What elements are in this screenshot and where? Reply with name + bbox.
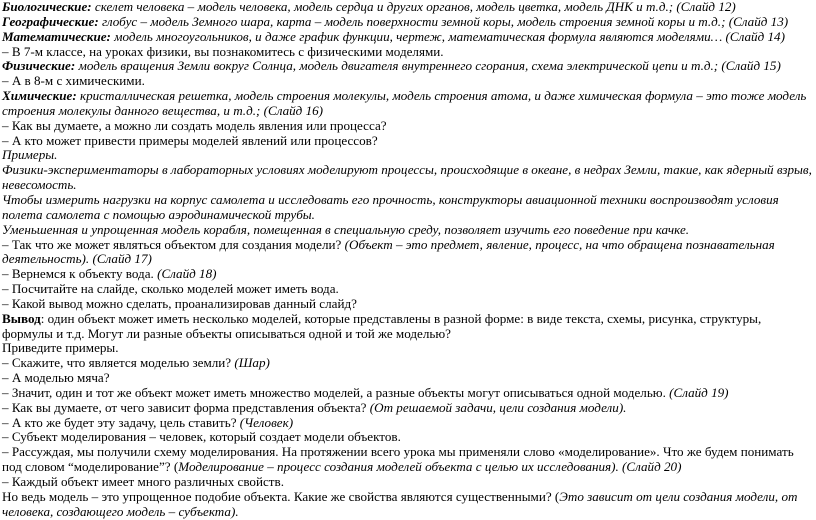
paragraph-chemistry (2, 89, 812, 119)
paragraph-text: глобус – модель Земного шара, карта – модель поверхности земной коры, модель строения земной коры и т.д.; (Слайд 13) (98, 13, 789, 29)
paragraph-text: – Скажите, что является моделью земли? (2, 355, 235, 371)
paragraph-text: Уменьшенная и упрощенная модель корабля, помещенная в специальную среду, позволяет изучить его поведение при качке. (2, 221, 690, 237)
term-label: Биологические: (2, 0, 92, 14)
paragraph-note: (Слайд 18) (157, 266, 217, 282)
paragraph-geography (2, 15, 812, 30)
paragraph-text: – А в 8-м с химическими. (2, 73, 145, 89)
paragraph (2, 163, 812, 193)
paragraph-text: – Как вы думаете, от чего зависит форма представления объекта? (2, 399, 370, 415)
paragraph (2, 475, 812, 490)
paragraph (2, 371, 812, 386)
paragraph-text: скелет человека – модель человека, модель сердца и других органов, модель цветка, модель ДНК и т.д.; (Слайд 12) (91, 0, 736, 14)
paragraph (2, 193, 812, 223)
paragraph-conclusion (2, 312, 812, 342)
paragraph-biology (2, 0, 812, 15)
term-label: Математические: (2, 28, 111, 44)
paragraph-text: – Какой вывод можно сделать, проанализировав данный слайд? (2, 295, 357, 311)
paragraph (2, 445, 812, 475)
paragraph (2, 341, 812, 356)
paragraph-text: – Вернемся к объекту вода. (2, 266, 158, 282)
paragraph-text: модель вращения Земли вокруг Солнца, модель двигателя внутреннего сгорания, схема электрической цепи и т.д.; (Слайд 15) (75, 58, 781, 74)
paragraph-text: – Посчитайте на слайде, сколько моделей может иметь вода. (2, 281, 339, 297)
paragraph (2, 45, 812, 60)
paragraph (2, 74, 812, 89)
term-label: Вывод (2, 310, 41, 326)
paragraph (2, 490, 812, 520)
paragraph-note: Это зависит от цели создания модели, от человека, создающего модель – субъекта). (2, 488, 798, 519)
paragraph-text: модель многоугольников, и даже график функции, чертеж, математическая формула являются моделями… (Слайд 14) (110, 28, 785, 44)
paragraph (2, 223, 812, 238)
paragraph (2, 119, 812, 134)
paragraph (2, 356, 812, 371)
document-body (2, 0, 812, 520)
paragraph (2, 386, 812, 401)
term-label: Физические: (2, 58, 76, 74)
paragraph-text: – Как вы думаете, а можно ли создать модель явления или процесса? (2, 117, 387, 133)
paragraph-physics (2, 59, 812, 74)
paragraph (2, 238, 812, 268)
paragraph (2, 148, 812, 163)
paragraph-note: (Шар) (234, 355, 270, 371)
paragraph-note: (Объект – это предмет, явление, процесс, на что обращена познавательная деятельность). (Слайд 17) (2, 236, 775, 267)
paragraph-note: (От решаемой задачи, цели создания модели). (369, 399, 627, 415)
paragraph-text: – В 7-м классе, на уроках физики, вы познакомитесь с физическими моделями. (2, 43, 444, 59)
term-label: Географические: (2, 13, 99, 29)
term-label: Химические: (2, 88, 77, 104)
paragraph-text: – Значит, один и тот же объект может иметь множество моделей, а разные объекты могут описываться одной моделью. (2, 384, 670, 400)
paragraph-text: – Рассуждая, мы получили схему моделирования. На протяжении всего урока мы применяли слово «моделирование». Что же будем понимать под словом “моделирование”? ( (2, 444, 794, 475)
paragraph (2, 267, 812, 282)
paragraph-text: Чтобы измерить нагрузки на корпус самолета и исследовать его прочность, конструкторы авиационной техники воспроизводят условия полета самолета с помощью аэродинамической трубы. (2, 191, 779, 222)
paragraph (2, 134, 812, 149)
paragraph-text: – А кто может привести примеры моделей явлений или процессов? (2, 132, 378, 148)
paragraph-text: : один объект может иметь несколько моделей, которые представлены в разной форме: в виде текста, схемы, рисунка, структуры, формулы и т.д. Могут ли разные объекты описываться одной и той же моделью? (2, 310, 762, 341)
paragraph-text: – Так что же может являться объектом для создания модели? (2, 236, 345, 252)
paragraph-text: Физики-экспериментаторы в лабораторных условиях моделируют процессы, происходящие в океане, в недрах Земли, такие, как ядерный взрыв, невесомость. (2, 162, 812, 193)
paragraph-text: – А моделью мяча? (2, 370, 110, 386)
paragraph-text: Приведите примеры. (2, 340, 119, 356)
paragraph (2, 430, 812, 445)
paragraph (2, 401, 812, 416)
paragraph-note: (Человек) (239, 414, 294, 430)
paragraph-note: (Слайд 19) (669, 384, 729, 400)
paragraph (2, 416, 812, 431)
paragraph (2, 282, 812, 297)
paragraph-text: – Субъект моделирования – человек, который создает модели объектов. (2, 429, 401, 445)
paragraph-text: Примеры. (2, 147, 58, 163)
paragraph-text: кристаллическая решетка, модель строения молекулы, модель строения атома, и даже химическая формула – это тоже модель строения молекулы данного вещества, и т.д.; (Слайд 16) (2, 88, 807, 118)
paragraph-text: – А кто же будет эту задачу, цель ставить? (2, 414, 240, 430)
paragraph-text: Но ведь модель – это упрощенное подобие объекта. Какие же свойства являются существенными? ( (2, 488, 560, 504)
paragraph-text: – Каждый объект имеет много различных свойств. (2, 474, 284, 489)
paragraph-math (2, 30, 812, 45)
paragraph (2, 297, 812, 312)
paragraph-note: Моделирование – процесс создания моделей объекта с целью их исследования). (Слайд 20) (178, 459, 682, 475)
